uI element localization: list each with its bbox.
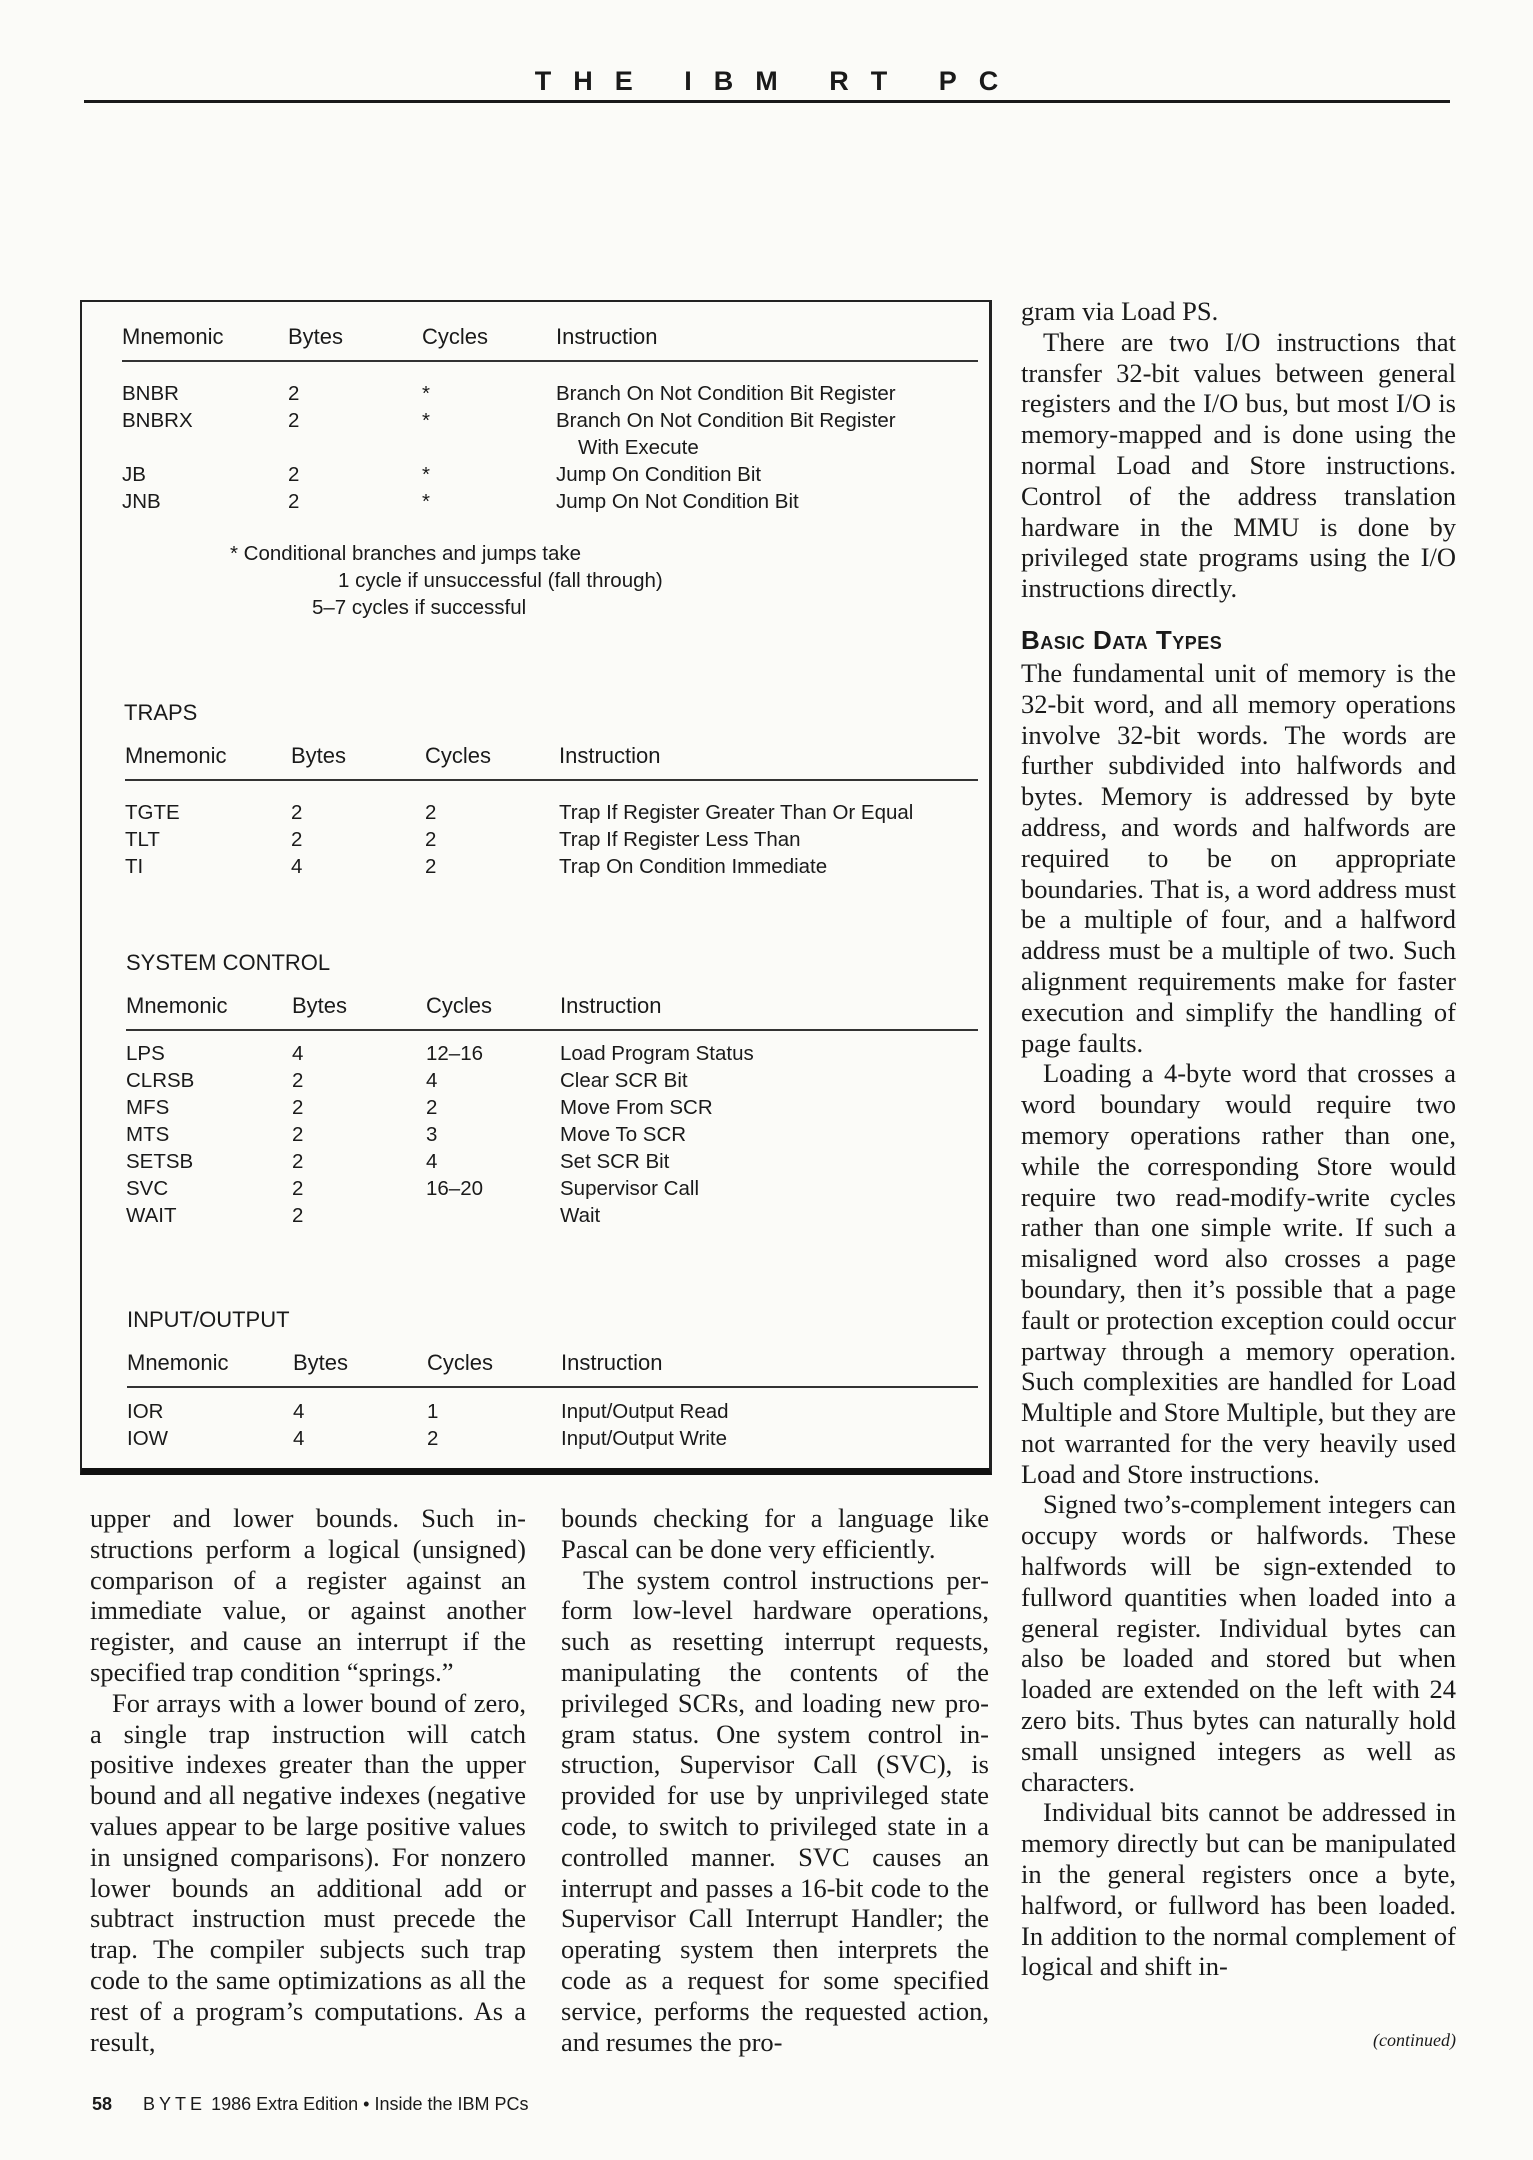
paragraph: For arrays with a lower bound of zero, a single trap instruction will catch positive indexes greater than the upper bound and all negative indexes (negative values appear to be large positive values in unsigned comparisons). For nonzero lower bounds an additional add or subtract instruction must precede the trap. The compiler subjects such trap code to the same optimizations as all the rest of a program’s computations. As a result, [90, 1687, 526, 2057]
table-row: MTS 2 3 Move To SCR [126, 1123, 687, 1146]
col-instruction: Instruction [556, 324, 658, 349]
section-title-system-control: SYSTEM CONTROL [126, 950, 331, 975]
table-row: JNB 2 * Jump On Not Condition Bit [122, 490, 799, 513]
table-row-continuation: With Execute [578, 436, 699, 459]
table-row: TGTE 2 2 Trap If Register Greater Than Or Equal [125, 801, 914, 824]
table-row: BNBR 2 * Branch On Not Condition Bit Register [122, 382, 896, 405]
running-header: THE IBM RT PC [534, 66, 1021, 96]
table-header-system-control: Mnemonic Bytes Cycles Instruction [126, 993, 662, 1018]
table-header-branch [122, 324, 982, 352]
continued-note: (continued) [1373, 2030, 1456, 2050]
section-title-traps: TRAPS [124, 700, 198, 725]
table-row: IOR 4 1 Input/Output Read [127, 1400, 729, 1423]
header-rule-branch [122, 360, 978, 362]
instruction-table [80, 300, 992, 1475]
issue-info: 1986 Extra Edition • Inside the IBM PCs [211, 2094, 529, 2114]
header-rule-traps [125, 779, 978, 781]
footnote-line-2: 1 cycle if unsuccessful (fall through) [338, 569, 663, 592]
paragraph: Signed two’s-complement integers can occupy words or halfwords. These halfwords will be sign-extended to fullword quantities when loaded into a general register. Individual bytes can also be loaded and stored but when loaded are extended on the left with 24 zero bits. Thus bytes can naturally hold small unsigned integers as well as characters. [1021, 1489, 1456, 1797]
header-rule-system-control [126, 1029, 978, 1031]
table-row: BNBRX 2 * Branch On Not Condition Bit Register [122, 409, 896, 432]
table-row: TLT 2 2 Trap If Register Less Than [125, 828, 801, 851]
table-row: CLRSB 2 4 Clear SCR Bit [126, 1069, 688, 1092]
table-header-traps: Mnemonic Bytes Cycles Instruction [125, 743, 661, 768]
table-row: IOW 4 2 Input/Output Write [127, 1427, 727, 1450]
paragraph: The fundamental unit of memory is the 32-bit word, and all memory operations involve 32-bit words. The words are further subdivided into halfwords and bytes. Memory is addressed by byte address, and words and halfwords are required to be on appropriate boundaries. That is, a word address must be a multiple of four, and a halfword address must be a multiple of two. Such alignment requirements make for faster execution and simplify the handling of page faults. [1021, 657, 1456, 1058]
paragraph: The system control instructions perform low-level hardware operations, such as resetting interrupt requests, manipulating the contents of the privileged SCRs, and loading new program status. One system control instruction, Supervisor Call (SVC), is provided for use by unprivileged state code, to switch to privileged state in a controlled manner. SVC causes an interrupt and passes a 16-bit code to the Supervisor Call Interrupt Handler; the operating system then interprets the code as a request for some specified service, performs the requested action, and resumes the pro- [561, 1564, 989, 2057]
magazine-name: BYTE [143, 2094, 207, 2114]
col-mnemonic: Mnemonic [122, 324, 224, 349]
footnote-line-3: 5–7 cycles if successful [312, 596, 527, 619]
body-column-1 [90, 1503, 526, 2057]
paragraph: There are two I/O instructions that transfer 32-bit values between general registers and the I/O bus, but most I/O is memory-mapped and is done using the normal Load and Store instructions. Control of the address translation hardware in the MMU is done by privileged state programs using the I/O instructions directly. [1021, 326, 1456, 604]
paragraph: upper and lower bounds. Such instructions perform a logical (unsigned) comparison of a register against an immediate value, or against another register, and cause an interrupt if the specified trap condition “springs.” [90, 1503, 526, 1687]
paragraph: Individual bits cannot be addressed in memory directly but can be manipulated in the general registers once a byte, halfword, or fullword has been loaded. In addition to the normal complement of logical and shift in- [1021, 1797, 1456, 1982]
col-bytes: Bytes [288, 324, 344, 349]
header-rule [84, 100, 1450, 103]
paragraph: Loading a 4-byte word that crosses a word boundary would require two memory operations rather than one, while the corresponding Store would require two read-modify-write cycles rather than one simple write. If such a misaligned word also crosses a page boundary, then it’s possible that a page fault or protection exception could occur partway through a memory operation. Such complexities are handled for Load Multiple and Store Multiple, but they are not warranted for the very heavily used Load and Store instructions. [1021, 1058, 1456, 1489]
table-row: MFS 2 2 Move From SCR [126, 1096, 713, 1119]
page-number: 58 [92, 2094, 113, 2114]
table-row: LPS 4 12–16 Load Program Status [126, 1042, 754, 1065]
table-row: JB 2 * Jump On Condition Bit [122, 463, 762, 486]
table-row: SVC 2 16–20 Supervisor Call [126, 1177, 699, 1200]
paragraph: bounds checking for a language like Pascal can be done very efficiently. [561, 1503, 989, 1564]
section-heading-basic-data-types: Basic Data Types [1021, 624, 1223, 655]
table-row: SETSB 2 4 Set SCR Bit [126, 1150, 670, 1173]
section-title-io: INPUT/OUTPUT [127, 1307, 290, 1332]
body-column-3 [1021, 296, 1456, 1982]
header-rule-io [127, 1386, 978, 1388]
body-column-2 [561, 1503, 989, 2057]
table-row: TI 4 2 Trap On Condition Immediate [125, 855, 828, 878]
col-cycles: Cycles [422, 324, 489, 349]
table-row: WAIT 2 Wait [126, 1204, 601, 1227]
footnote-line-1: * Conditional branches and jumps take [230, 542, 581, 565]
paragraph: gram via Load PS. [1021, 296, 1219, 326]
table-header-io: Mnemonic Bytes Cycles Instruction [127, 1350, 663, 1375]
page-footer [92, 2094, 529, 2115]
